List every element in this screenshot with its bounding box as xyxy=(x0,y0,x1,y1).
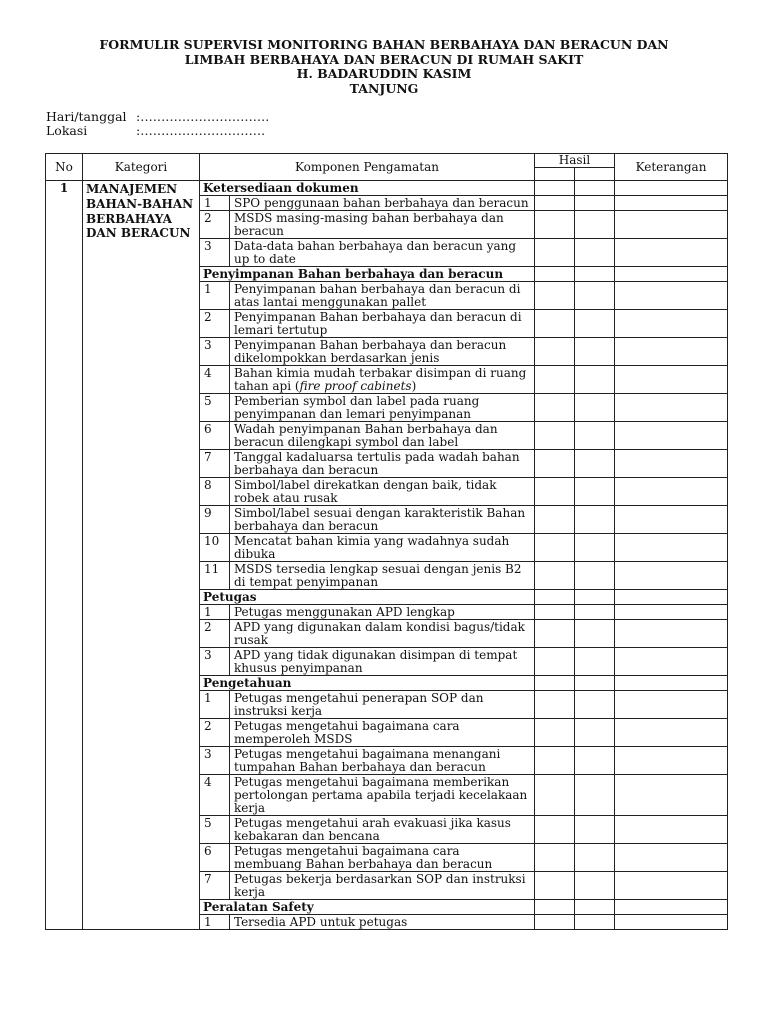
hasil-cell-1[interactable] xyxy=(535,590,575,605)
keterangan-cell[interactable] xyxy=(615,590,728,605)
hasil-cell-1[interactable] xyxy=(535,267,575,282)
hasil-cell-1[interactable] xyxy=(535,534,575,562)
item-number: 1 xyxy=(200,282,230,310)
item-text: Penyimpanan Bahan berbahaya dan beracun dikelompokkan berdasarkan jenis xyxy=(230,338,535,366)
header-no: No xyxy=(46,154,83,181)
hasil-cell-1[interactable] xyxy=(535,282,575,310)
title-line-3: H. BADARUDDIN KASIM xyxy=(296,66,472,81)
hasil-cell-1[interactable] xyxy=(535,239,575,267)
hasil-cell-1[interactable] xyxy=(535,747,575,775)
hasil-cell-2[interactable] xyxy=(575,590,615,605)
item-number: 1 xyxy=(200,196,230,211)
item-text: Petugas mengetahui bagaimana memberikan pertolongan pertama apabila terjadi kecelakaan kerja xyxy=(230,775,535,816)
item-text: Tersedia APD untuk petugas xyxy=(230,915,535,930)
title-line-1: FORMULIR SUPERVISI MONITORING BAHAN BERBAHAYA DAN BERACUN DAN xyxy=(99,37,669,52)
hasil-cell-1[interactable] xyxy=(535,915,575,930)
meta-date-row xyxy=(46,110,269,124)
hasil-cell-1[interactable] xyxy=(535,844,575,872)
hasil-cell-2[interactable] xyxy=(575,915,615,930)
section-row xyxy=(46,181,728,196)
hasil-cell-1[interactable] xyxy=(535,366,575,394)
hasil-cell-1[interactable] xyxy=(535,900,575,915)
hasil-cell-1[interactable] xyxy=(535,872,575,900)
item-number: 2 xyxy=(200,310,230,338)
item-text: Pemberian symbol dan label pada ruang penyimpanan dan lemari penyimpanan xyxy=(230,394,535,422)
item-text: Petugas mengetahui bagaimana cara membuang Bahan berbahaya dan beracun xyxy=(230,844,535,872)
item-text: Petugas mengetahui arah evakuasi jika kasus kebakaran dan bencana xyxy=(230,816,535,844)
item-number: 7 xyxy=(200,450,230,478)
keterangan-cell[interactable] xyxy=(615,844,728,872)
hasil-cell-2[interactable] xyxy=(575,900,615,915)
hasil-cell-1[interactable] xyxy=(535,620,575,648)
form-title xyxy=(0,38,768,96)
keterangan-cell[interactable] xyxy=(615,816,728,844)
hasil-cell-2[interactable] xyxy=(575,534,615,562)
hasil-cell-1[interactable] xyxy=(535,676,575,691)
item-text: Wadah penyimpanan Bahan berbahaya dan beracun dilengkapi symbol dan label xyxy=(230,422,535,450)
hasil-cell-2[interactable] xyxy=(575,366,615,394)
header-row-1 xyxy=(46,154,728,168)
keterangan-cell[interactable] xyxy=(615,719,728,747)
hasil-cell-1[interactable] xyxy=(535,338,575,366)
item-number: 2 xyxy=(200,211,230,239)
item-number: 4 xyxy=(200,366,230,394)
item-text: MSDS masing-masing bahan berbahaya dan beracun xyxy=(230,211,535,239)
hasil-cell-1[interactable] xyxy=(535,478,575,506)
header-keterangan: Keterangan xyxy=(615,154,728,181)
header-hasil: Hasil xyxy=(535,154,615,168)
item-text: APD yang tidak digunakan disimpan di tempat khusus penyimpanan xyxy=(230,648,535,676)
section-title: Penyimpanan Bahan berbahaya dan beracun xyxy=(200,267,535,282)
item-number: 7 xyxy=(200,872,230,900)
hasil-cell-1[interactable] xyxy=(535,775,575,816)
item-number: 3 xyxy=(200,747,230,775)
item-number: 3 xyxy=(200,648,230,676)
hasil-cell-1[interactable] xyxy=(535,310,575,338)
hasil-cell-2[interactable] xyxy=(575,478,615,506)
item-text: SPO penggunaan bahan berbahaya dan beracun xyxy=(230,196,535,211)
hasil-cell-2[interactable] xyxy=(575,844,615,872)
meta-location-value[interactable]: :………………………… xyxy=(136,123,266,138)
keterangan-cell[interactable] xyxy=(615,747,728,775)
item-text: Penyimpanan Bahan berbahaya dan beracun di lemari tertutup xyxy=(230,310,535,338)
hasil-cell-2[interactable] xyxy=(575,211,615,239)
section-title: Peralatan Safety xyxy=(200,900,535,915)
meta-location-row xyxy=(46,124,269,138)
title-line-2: LIMBAH BERBAHAYA DAN BERACUN DI RUMAH SAKIT xyxy=(184,51,584,67)
keterangan-cell[interactable] xyxy=(615,506,728,534)
keterangan-cell[interactable] xyxy=(615,422,728,450)
item-number: 1 xyxy=(200,691,230,719)
hasil-cell-2[interactable] xyxy=(575,605,615,620)
hasil-cell-1[interactable] xyxy=(535,562,575,590)
keterangan-cell[interactable] xyxy=(615,338,728,366)
item-text: Simbol/label direkatkan dengan baik, tidak robek atau rusak xyxy=(230,478,535,506)
item-number: 3 xyxy=(200,338,230,366)
item-text: Simbol/label sesuai dengan karakteristik Bahan berbahaya dan beracun xyxy=(230,506,535,534)
keterangan-cell[interactable] xyxy=(615,605,728,620)
item-number: 4 xyxy=(200,775,230,816)
header-hasil-col-2 xyxy=(575,168,615,181)
section-title: Petugas xyxy=(200,590,535,605)
keterangan-cell[interactable] xyxy=(615,181,728,196)
hasil-cell-2[interactable] xyxy=(575,676,615,691)
hasil-cell-1[interactable] xyxy=(535,648,575,676)
item-text: Petugas bekerja berdasarkan SOP dan instruksi kerja xyxy=(230,872,535,900)
keterangan-cell[interactable] xyxy=(615,775,728,816)
hasil-cell-2[interactable] xyxy=(575,394,615,422)
hasil-cell-1[interactable] xyxy=(535,394,575,422)
item-number: 10 xyxy=(200,534,230,562)
checklist-body xyxy=(46,181,728,930)
hasil-cell-1[interactable] xyxy=(535,450,575,478)
header-hasil-col-1 xyxy=(535,168,575,181)
hasil-cell-2[interactable] xyxy=(575,181,615,196)
item-number: 5 xyxy=(200,394,230,422)
keterangan-cell[interactable] xyxy=(615,366,728,394)
item-text: Petugas mengetahui bagaimana cara memperoleh MSDS xyxy=(230,719,535,747)
hasil-cell-1[interactable] xyxy=(535,719,575,747)
hasil-cell-2[interactable] xyxy=(575,872,615,900)
keterangan-cell[interactable] xyxy=(615,196,728,211)
title-line-4: TANJUNG xyxy=(349,80,419,96)
keterangan-cell[interactable] xyxy=(615,648,728,676)
item-number: 1 xyxy=(200,915,230,930)
item-number: 1 xyxy=(200,605,230,620)
section-title: Pengetahuan xyxy=(200,676,535,691)
hasil-cell-2[interactable] xyxy=(575,239,615,267)
hasil-cell-1[interactable] xyxy=(535,211,575,239)
keterangan-cell[interactable] xyxy=(615,394,728,422)
item-text: APD yang digunakan dalam kondisi bagus/tidak rusak xyxy=(230,620,535,648)
keterangan-cell[interactable] xyxy=(615,620,728,648)
item-text: Bahan kimia mudah terbakar disimpan di ruang tahan api (fire proof cabinets) xyxy=(230,366,535,394)
hasil-cell-1[interactable] xyxy=(535,605,575,620)
category-number: 1 xyxy=(46,181,83,930)
item-text: Petugas menggunakan APD lengkap xyxy=(230,605,535,620)
checklist-table xyxy=(45,153,728,930)
keterangan-cell[interactable] xyxy=(615,310,728,338)
hasil-cell-1[interactable] xyxy=(535,196,575,211)
keterangan-cell[interactable] xyxy=(615,691,728,719)
item-text: Data-data bahan berbahaya dan beracun yang up to date xyxy=(230,239,535,267)
section-title: Ketersediaan dokumen xyxy=(200,181,535,196)
item-number: 2 xyxy=(200,620,230,648)
item-text: Petugas mengetahui bagaimana menangani tumpahan Bahan berbahaya dan beracun xyxy=(230,747,535,775)
item-number: 2 xyxy=(200,719,230,747)
item-number: 11 xyxy=(200,562,230,590)
form-meta xyxy=(46,110,269,138)
hasil-cell-2[interactable] xyxy=(575,196,615,211)
meta-date-value[interactable]: :…………………………. xyxy=(136,109,270,124)
hasil-cell-2[interactable] xyxy=(575,775,615,816)
item-text: MSDS tersedia lengkap sesuai dengan jenis B2 di tempat penyimpanan xyxy=(230,562,535,590)
keterangan-cell[interactable] xyxy=(615,534,728,562)
hasil-cell-2[interactable] xyxy=(575,648,615,676)
keterangan-cell[interactable] xyxy=(615,267,728,282)
hasil-cell-2[interactable] xyxy=(575,562,615,590)
keterangan-cell[interactable] xyxy=(615,450,728,478)
item-text: Tanggal kadaluarsa tertulis pada wadah bahan berbahaya dan beracun xyxy=(230,450,535,478)
item-number: 6 xyxy=(200,844,230,872)
hasil-cell-2[interactable] xyxy=(575,620,615,648)
item-number: 6 xyxy=(200,422,230,450)
header-kategori: Kategori xyxy=(83,154,200,181)
hasil-cell-2[interactable] xyxy=(575,816,615,844)
keterangan-cell[interactable] xyxy=(615,915,728,930)
item-number: 9 xyxy=(200,506,230,534)
meta-location-label: Lokasi xyxy=(46,123,88,138)
keterangan-cell[interactable] xyxy=(615,239,728,267)
hasil-cell-1[interactable] xyxy=(535,816,575,844)
hasil-cell-2[interactable] xyxy=(575,506,615,534)
hasil-cell-1[interactable] xyxy=(535,691,575,719)
hasil-cell-2[interactable] xyxy=(575,422,615,450)
hasil-cell-1[interactable] xyxy=(535,181,575,196)
item-number: 8 xyxy=(200,478,230,506)
category-label: MANAJEMEN BAHAN-BAHAN BERBAHAYA DAN BERACUN xyxy=(83,181,200,930)
item-number: 3 xyxy=(200,239,230,267)
hasil-cell-2[interactable] xyxy=(575,719,615,747)
hasil-cell-1[interactable] xyxy=(535,506,575,534)
keterangan-cell[interactable] xyxy=(615,676,728,691)
hasil-cell-2[interactable] xyxy=(575,282,615,310)
item-text: Mencatat bahan kimia yang wadahnya sudah dibuka xyxy=(230,534,535,562)
keterangan-cell[interactable] xyxy=(615,872,728,900)
meta-date-label: Hari/tanggal xyxy=(46,109,127,124)
hasil-cell-2[interactable] xyxy=(575,267,615,282)
hasil-cell-2[interactable] xyxy=(575,691,615,719)
item-text: Petugas mengetahui penerapan SOP dan instruksi kerja xyxy=(230,691,535,719)
keterangan-cell[interactable] xyxy=(615,478,728,506)
keterangan-cell[interactable] xyxy=(615,282,728,310)
hasil-cell-2[interactable] xyxy=(575,747,615,775)
hasil-cell-2[interactable] xyxy=(575,450,615,478)
header-komponen: Komponen Pengamatan xyxy=(200,154,535,181)
keterangan-cell[interactable] xyxy=(615,562,728,590)
keterangan-cell[interactable] xyxy=(615,211,728,239)
item-number: 5 xyxy=(200,816,230,844)
hasil-cell-2[interactable] xyxy=(575,310,615,338)
item-text: Penyimpanan bahan berbahaya dan beracun di atas lantai menggunakan pallet xyxy=(230,282,535,310)
hasil-cell-1[interactable] xyxy=(535,422,575,450)
hasil-cell-2[interactable] xyxy=(575,338,615,366)
keterangan-cell[interactable] xyxy=(615,900,728,915)
